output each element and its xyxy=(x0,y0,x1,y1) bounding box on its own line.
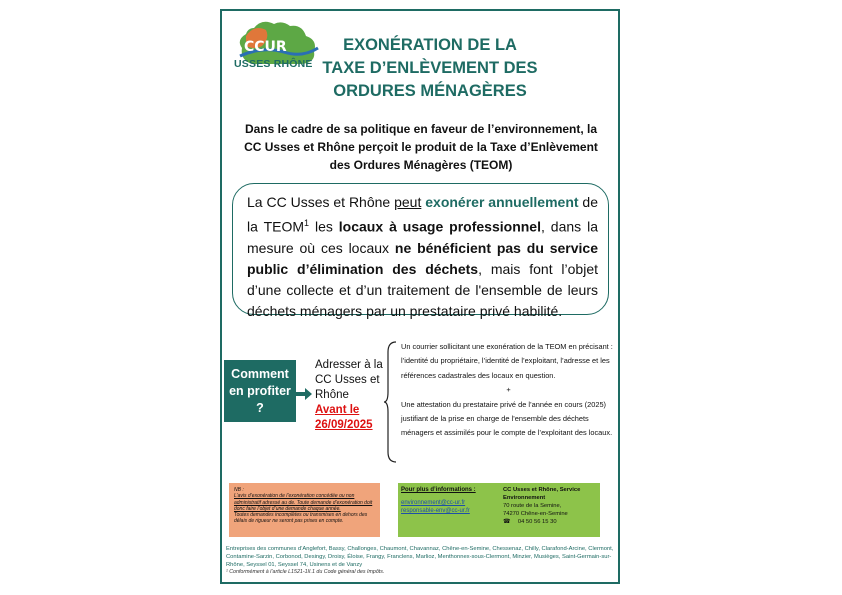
box-text-exonerer: exonérer annuellement xyxy=(425,194,579,210)
title-line-1: EXONÉRATION DE LA xyxy=(343,36,517,54)
info-heading: Pour plus d’informations : xyxy=(401,487,476,493)
exoneration-summary-box xyxy=(232,183,609,319)
contact-phone-row xyxy=(503,518,597,526)
contact-phone: 04 50 56 15 30 xyxy=(517,519,557,525)
nb-text-2: Toutes demandes incomplètes ou transmises en dehors des délais de rigueur ne seront pas prises en compte. xyxy=(234,512,368,525)
box-text-6: , mais font l’objet d’une collecte et d’un traitement de l'ensemble de leurs déchets ménagers par un prestataire privé habilité. xyxy=(247,260,598,319)
title-line-2: TAXE D’ENLÈVEMENT DES xyxy=(322,59,538,77)
nb-label: NB : xyxy=(234,487,244,493)
nb-note xyxy=(229,483,380,537)
requirement-attestation: Une attestation du prestataire privé de l’année en cours (2025) justifiant de la prise en charge de l’ensemble des déchets ménagers et assimilés pour le compte de l’exploitant des locaux. xyxy=(401,399,613,438)
how-line-3: ? xyxy=(256,400,264,415)
address-line-2: CC Usses et xyxy=(315,374,380,386)
page-title xyxy=(300,34,560,103)
contact-name: CC Usses et Rhône, Service Environnement xyxy=(503,487,581,501)
plus-sign: + xyxy=(506,385,511,395)
box-text-3: de la TEOM xyxy=(247,194,598,235)
intro-line-2: CC Usses et Rhône perçoit le produit de la Taxe d’Enlèvement xyxy=(244,140,598,154)
arrow-right-icon xyxy=(296,387,312,405)
box-text-1: La CC Usses et Rhône xyxy=(247,194,395,210)
box-text-4: les xyxy=(309,218,339,235)
intro-line-1: Dans le cadre de sa politique en faveur de l’environnement, la xyxy=(244,122,598,136)
title-line-3: ORDURES MÉNAGÈRES xyxy=(333,82,527,100)
intro-line-3: des Ordures Ménagères (TEOM) xyxy=(329,158,513,172)
address-line-1: Adresser à la xyxy=(315,359,383,371)
email-link-responsable[interactable]: responsable-env@cc-ur.fr xyxy=(401,508,470,514)
phone-icon: ☎ xyxy=(503,519,511,525)
deadline-label: Avant le xyxy=(315,404,360,416)
footnote: ¹ Conformément à l’article L1521-1II.1 du Code général des Impôts. xyxy=(226,569,385,575)
box-text-no-service: ne bénéficient pas du service public d’élimination des déchets xyxy=(247,239,598,277)
logo-wordmark: USSES RHÔNE xyxy=(234,58,313,70)
more-info-box xyxy=(398,483,500,537)
contact-city: 74270 Chêne-en-Semine xyxy=(503,511,568,517)
how-to-benefit-label xyxy=(224,360,296,422)
brace-icon xyxy=(384,340,398,469)
how-line-2: en profiter xyxy=(229,383,291,398)
footnote-marker: 1 xyxy=(304,218,310,228)
address-line-3: Rhône xyxy=(315,389,349,401)
contact-street: 70 route de la Semine, xyxy=(503,503,562,509)
requirements-list xyxy=(401,340,616,441)
svg-text:CCUR: CCUR xyxy=(244,39,287,55)
intro-paragraph xyxy=(236,120,606,174)
send-to-block xyxy=(315,358,395,433)
box-text-5: , dans la mesure où ces locaux xyxy=(247,218,598,256)
contact-box xyxy=(500,483,600,537)
email-link-environnement[interactable]: environnement@cc-ur.fr xyxy=(401,500,466,506)
nb-text-1: L’avis d’exonération de l’exonération concédée ou non administratif adressé au de. Toute demande d’exonération doit donc faire l’objet d’une demande chaque année. xyxy=(234,493,373,512)
box-text-locaux: locaux à usage professionnel xyxy=(338,218,541,235)
box-text-peut: peut xyxy=(394,194,422,210)
how-line-1: Comment xyxy=(231,366,289,381)
requirement-letter: Un courrier sollicitant une exonération de la TEOM en précisant : l’identité du propriétaire, l’identité de l’exploitant, l’adresse et les références cadastrales des locaux en question. xyxy=(401,342,613,380)
communes-list: Entreprises des communes d’Anglefort, Bassy, Challonges, Chaumont, Chavannaz, Chêne-en-Semine, Chessenaz, Chilly, Clarafond-Arcine, Clermont, Contamine-Sarzin, Corbonod, Desingy, Droisy, Éloise, Frangy, Franclens, Marlioz, Menthonnex-sous-Clermont, Minzier, Musièges, Saint-Germain-sur-Rhône, Seyssel 01, Seyssel 74, Usinens et de Vanzy xyxy=(226,546,614,568)
deadline-date: 26/09/2025 xyxy=(315,419,373,431)
